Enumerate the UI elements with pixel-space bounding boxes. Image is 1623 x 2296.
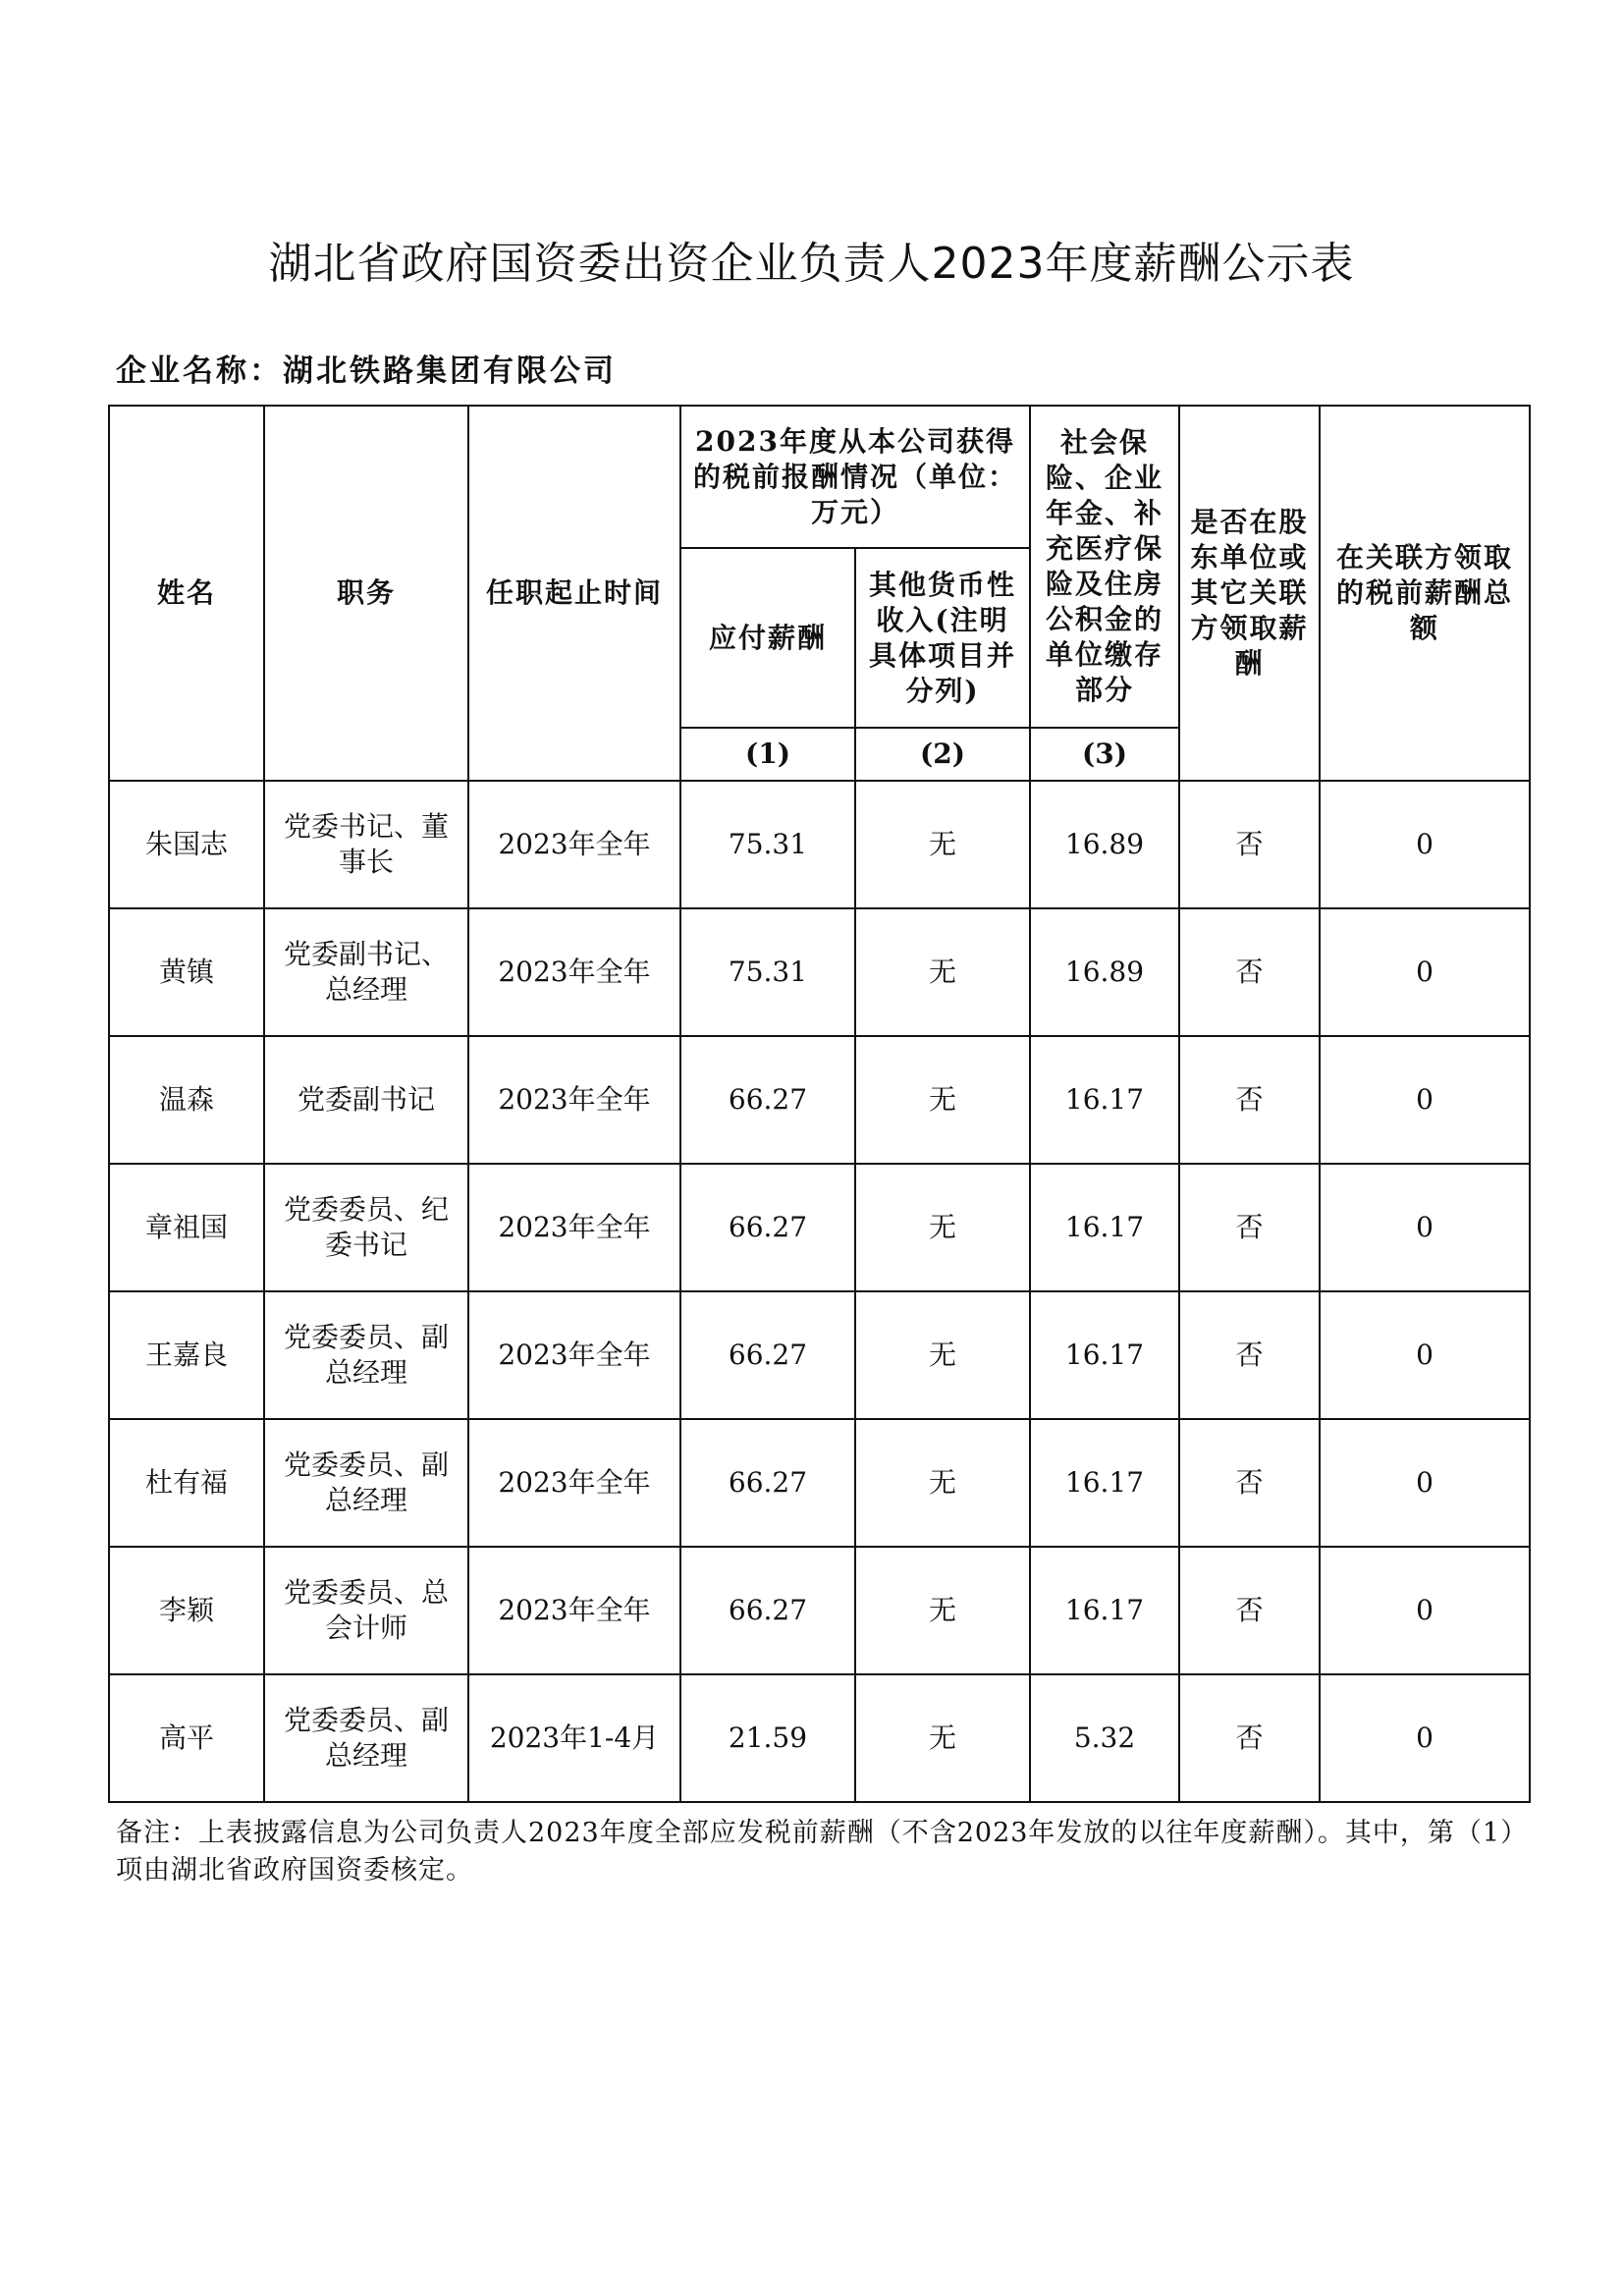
- company-name: 企业名称：湖北铁路集团有限公司: [116, 354, 617, 389]
- cell-related-total: 0: [1320, 781, 1530, 908]
- cell-social-insurance: 16.17: [1030, 1036, 1179, 1164]
- cell-position: 党委委员、总会计师: [264, 1547, 468, 1674]
- cell-term: 2023年全年: [468, 1164, 680, 1291]
- cell-shareholder-pay: 否: [1179, 781, 1320, 908]
- header-position: 职务: [264, 406, 468, 781]
- table-row: [109, 1674, 1530, 1802]
- cell-name: 高平: [109, 1674, 264, 1802]
- table-row: [109, 1419, 1530, 1547]
- header-payable: 应付薪酬: [680, 548, 855, 728]
- cell-other-income: 无: [855, 1036, 1030, 1164]
- cell-term: 2023年全年: [468, 1291, 680, 1419]
- header-num-2: (2): [855, 728, 1030, 781]
- cell-position: 党委委员、副总经理: [264, 1419, 468, 1547]
- table-row: [109, 781, 1530, 908]
- cell-shareholder-pay: 否: [1179, 1674, 1320, 1802]
- header-name: 姓名: [109, 406, 264, 781]
- cell-position: 党委副书记: [264, 1036, 468, 1164]
- cell-other-income: 无: [855, 1291, 1030, 1419]
- cell-term: 2023年全年: [468, 1547, 680, 1674]
- cell-payable: 66.27: [680, 1036, 855, 1164]
- header-shareholder-pay: 是否在股东单位或其它关联方领取薪酬: [1179, 406, 1320, 781]
- header-term: 任职起止时间: [468, 406, 680, 781]
- cell-payable: 66.27: [680, 1419, 855, 1547]
- cell-name: 朱国志: [109, 781, 264, 908]
- header-related-total: 在关联方领取的税前薪酬总额: [1320, 406, 1530, 781]
- page-title: 湖北省政府国资委出资企业负责人2023年度薪酬公示表: [268, 239, 1355, 289]
- cell-social-insurance: 16.89: [1030, 908, 1179, 1036]
- cell-position: 党委委员、纪委书记: [264, 1164, 468, 1291]
- cell-other-income: 无: [855, 1674, 1030, 1802]
- header-num-3: (3): [1030, 728, 1179, 781]
- cell-payable: 66.27: [680, 1547, 855, 1674]
- header-num-1: (1): [680, 728, 855, 781]
- cell-social-insurance: 16.17: [1030, 1164, 1179, 1291]
- cell-other-income: 无: [855, 1547, 1030, 1674]
- cell-term: 2023年全年: [468, 908, 680, 1036]
- cell-other-income: 无: [855, 908, 1030, 1036]
- cell-term: 2023年全年: [468, 781, 680, 908]
- header-other-income: 其他货币性收入(注明具体项目并分列): [855, 548, 1030, 728]
- cell-name: 章祖国: [109, 1164, 264, 1291]
- cell-term: 2023年全年: [468, 1419, 680, 1547]
- footnote: 备注：上表披露信息为公司负责人2023年度全部应发税前薪酬（不含2023年发放的以往年度薪酬）。其中，第（1）项由湖北省政府国资委核定。: [116, 1818, 1529, 1886]
- cell-payable: 75.31: [680, 908, 855, 1036]
- header-social-insurance: 社会保险、企业年金、补充医疗保险及住房公积金的单位缴存部分: [1030, 406, 1179, 728]
- cell-term: 2023年1-4月: [468, 1674, 680, 1802]
- table-row: [109, 908, 1530, 1036]
- cell-other-income: 无: [855, 1419, 1030, 1547]
- cell-shareholder-pay: 否: [1179, 1036, 1320, 1164]
- cell-position: 党委书记、董事长: [264, 781, 468, 908]
- cell-shareholder-pay: 否: [1179, 908, 1320, 1036]
- cell-name: 李颖: [109, 1547, 264, 1674]
- cell-position: 党委委员、副总经理: [264, 1674, 468, 1802]
- cell-payable: 66.27: [680, 1291, 855, 1419]
- cell-related-total: 0: [1320, 1674, 1530, 1802]
- table-row: [109, 1547, 1530, 1674]
- cell-shareholder-pay: 否: [1179, 1419, 1320, 1547]
- cell-position: 党委委员、副总经理: [264, 1291, 468, 1419]
- cell-related-total: 0: [1320, 1291, 1530, 1419]
- table-row: [109, 1036, 1530, 1164]
- cell-payable: 66.27: [680, 1164, 855, 1291]
- cell-payable: 75.31: [680, 781, 855, 908]
- cell-term: 2023年全年: [468, 1036, 680, 1164]
- cell-social-insurance: 16.89: [1030, 781, 1179, 908]
- cell-shareholder-pay: 否: [1179, 1291, 1320, 1419]
- cell-related-total: 0: [1320, 1547, 1530, 1674]
- cell-related-total: 0: [1320, 908, 1530, 1036]
- cell-social-insurance: 5.32: [1030, 1674, 1179, 1802]
- cell-name: 黄镇: [109, 908, 264, 1036]
- cell-social-insurance: 16.17: [1030, 1547, 1179, 1674]
- cell-shareholder-pay: 否: [1179, 1164, 1320, 1291]
- cell-position: 党委副书记、总经理: [264, 908, 468, 1036]
- header-pretax-group: 2023年度从本公司获得的税前报酬情况（单位：万元）: [680, 406, 1030, 548]
- table-row: [109, 1291, 1530, 1419]
- cell-related-total: 0: [1320, 1036, 1530, 1164]
- cell-shareholder-pay: 否: [1179, 1547, 1320, 1674]
- cell-related-total: 0: [1320, 1419, 1530, 1547]
- cell-name: 王嘉良: [109, 1291, 264, 1419]
- cell-other-income: 无: [855, 781, 1030, 908]
- cell-social-insurance: 16.17: [1030, 1419, 1179, 1547]
- cell-social-insurance: 16.17: [1030, 1291, 1179, 1419]
- salary-table: [108, 405, 1531, 1803]
- table-row: [109, 1164, 1530, 1291]
- cell-name: 杜有福: [109, 1419, 264, 1547]
- cell-name: 温森: [109, 1036, 264, 1164]
- cell-related-total: 0: [1320, 1164, 1530, 1291]
- cell-other-income: 无: [855, 1164, 1030, 1291]
- cell-payable: 21.59: [680, 1674, 855, 1802]
